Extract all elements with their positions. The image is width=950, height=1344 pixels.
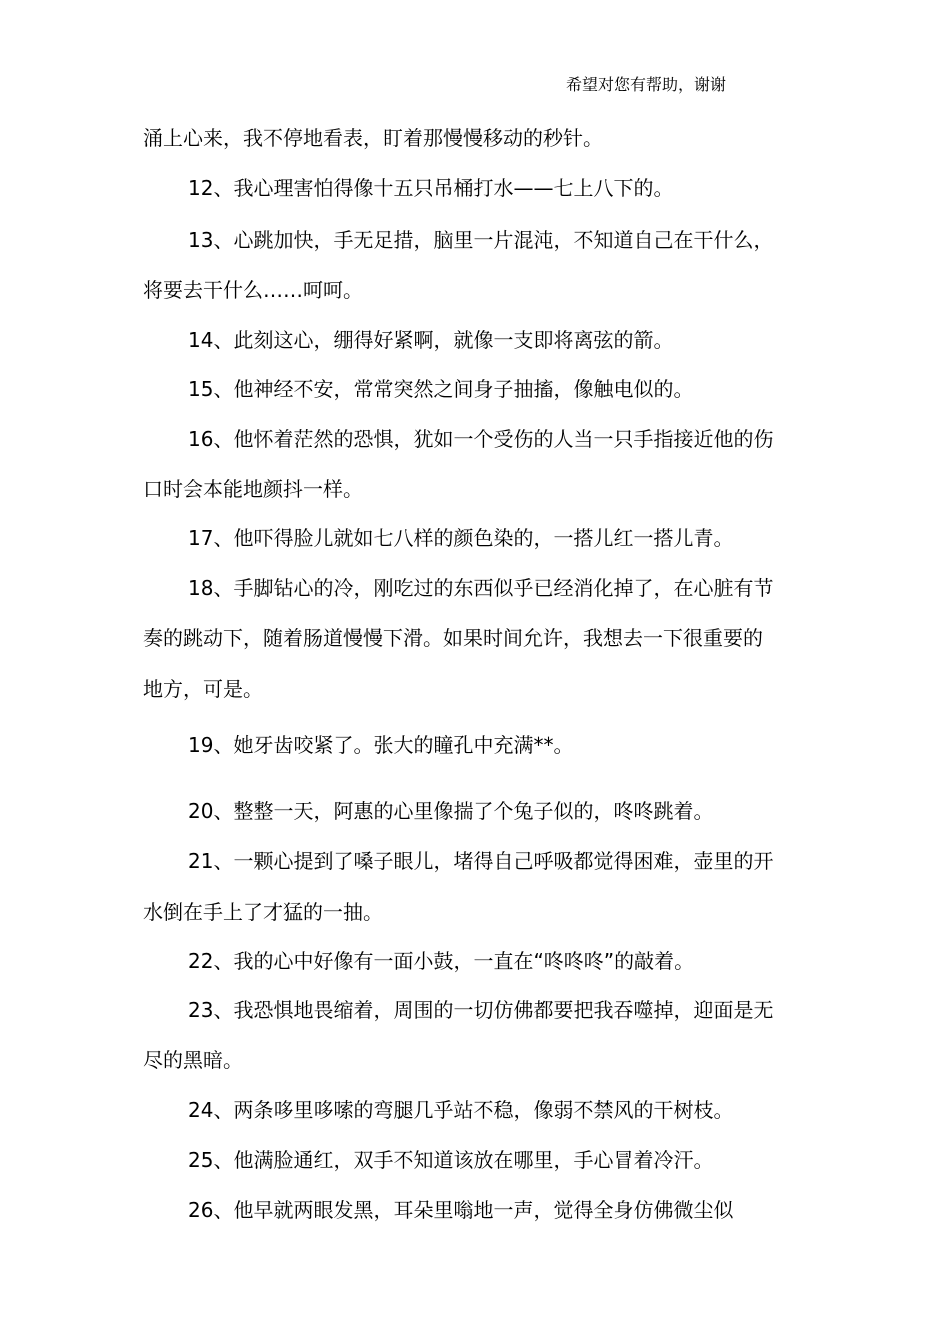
text-line: 24、两条哆里哆嗦的弯腿几乎站不稳，像弱不禁风的干树枝。 bbox=[188, 1098, 734, 1122]
text-line: 25、他满脸通红，双手不知道该放在哪里，手心冒着冷汗。 bbox=[188, 1148, 714, 1172]
text-line: 23、我恐惧地畏缩着，周围的一切仿佛都要把我吞噬掉，迎面是无 bbox=[188, 998, 774, 1022]
text-line: 尽的黑暗。 bbox=[143, 1048, 243, 1072]
text-line: 12、我心理害怕得像十五只吊桶打水——七上八下的。 bbox=[188, 176, 674, 200]
text-line: 13、心跳加快，手无足措，脑里一片混沌，不知道自己在干什么， bbox=[188, 228, 774, 252]
text-line: 水倒在手上了才猛的一抽。 bbox=[143, 900, 383, 924]
text-line: 14、此刻这心，绷得好紧啊，就像一支即将离弦的箭。 bbox=[188, 328, 674, 352]
text-line: 20、整整一天，阿惠的心里像揣了个兔子似的，咚咚跳着。 bbox=[188, 799, 714, 823]
text-line: 口时会本能地颜抖一样。 bbox=[143, 477, 363, 501]
text-line: 16、他怀着茫然的恐惧，犹如一个受伤的人当一只手指接近他的伤 bbox=[188, 427, 774, 451]
text-line: 将要去干什么……呵呵。 bbox=[143, 278, 363, 302]
text-line: 17、他吓得脸儿就如七八样的颜色染的，一搭儿红一搭儿青。 bbox=[188, 526, 734, 550]
text-line: 21、一颗心提到了嗓子眼儿，堵得自己呼吸都觉得困难，壶里的开 bbox=[188, 849, 774, 873]
text-line: 奏的跳动下，随着肠道慢慢下滑。如果时间允许，我想去一下很重要的 bbox=[143, 626, 763, 650]
text-line: 涌上心来，我不停地看表，盯着那慢慢移动的秒针。 bbox=[143, 126, 603, 150]
text-line: 地方，可是。 bbox=[143, 677, 263, 701]
header-note: 希望对您有帮助，谢谢 bbox=[566, 75, 727, 94]
text-line: 22、我的心中好像有一面小鼓，一直在“咚咚咚”的敲着。 bbox=[188, 949, 695, 973]
text-line: 15、他神经不安，常常突然之间身子抽搐，像触电似的。 bbox=[188, 377, 694, 401]
text-line: 26、他早就两眼发黑，耳朵里嗡地一声，觉得全身仿佛微尘似 bbox=[188, 1198, 734, 1222]
text-line: 19、她牙齿咬紧了。张大的瞳孔中充满**。 bbox=[188, 733, 574, 757]
text-line: 18、手脚钻心的冷，刚吃过的东西似乎已经消化掉了，在心脏有节 bbox=[188, 576, 774, 600]
